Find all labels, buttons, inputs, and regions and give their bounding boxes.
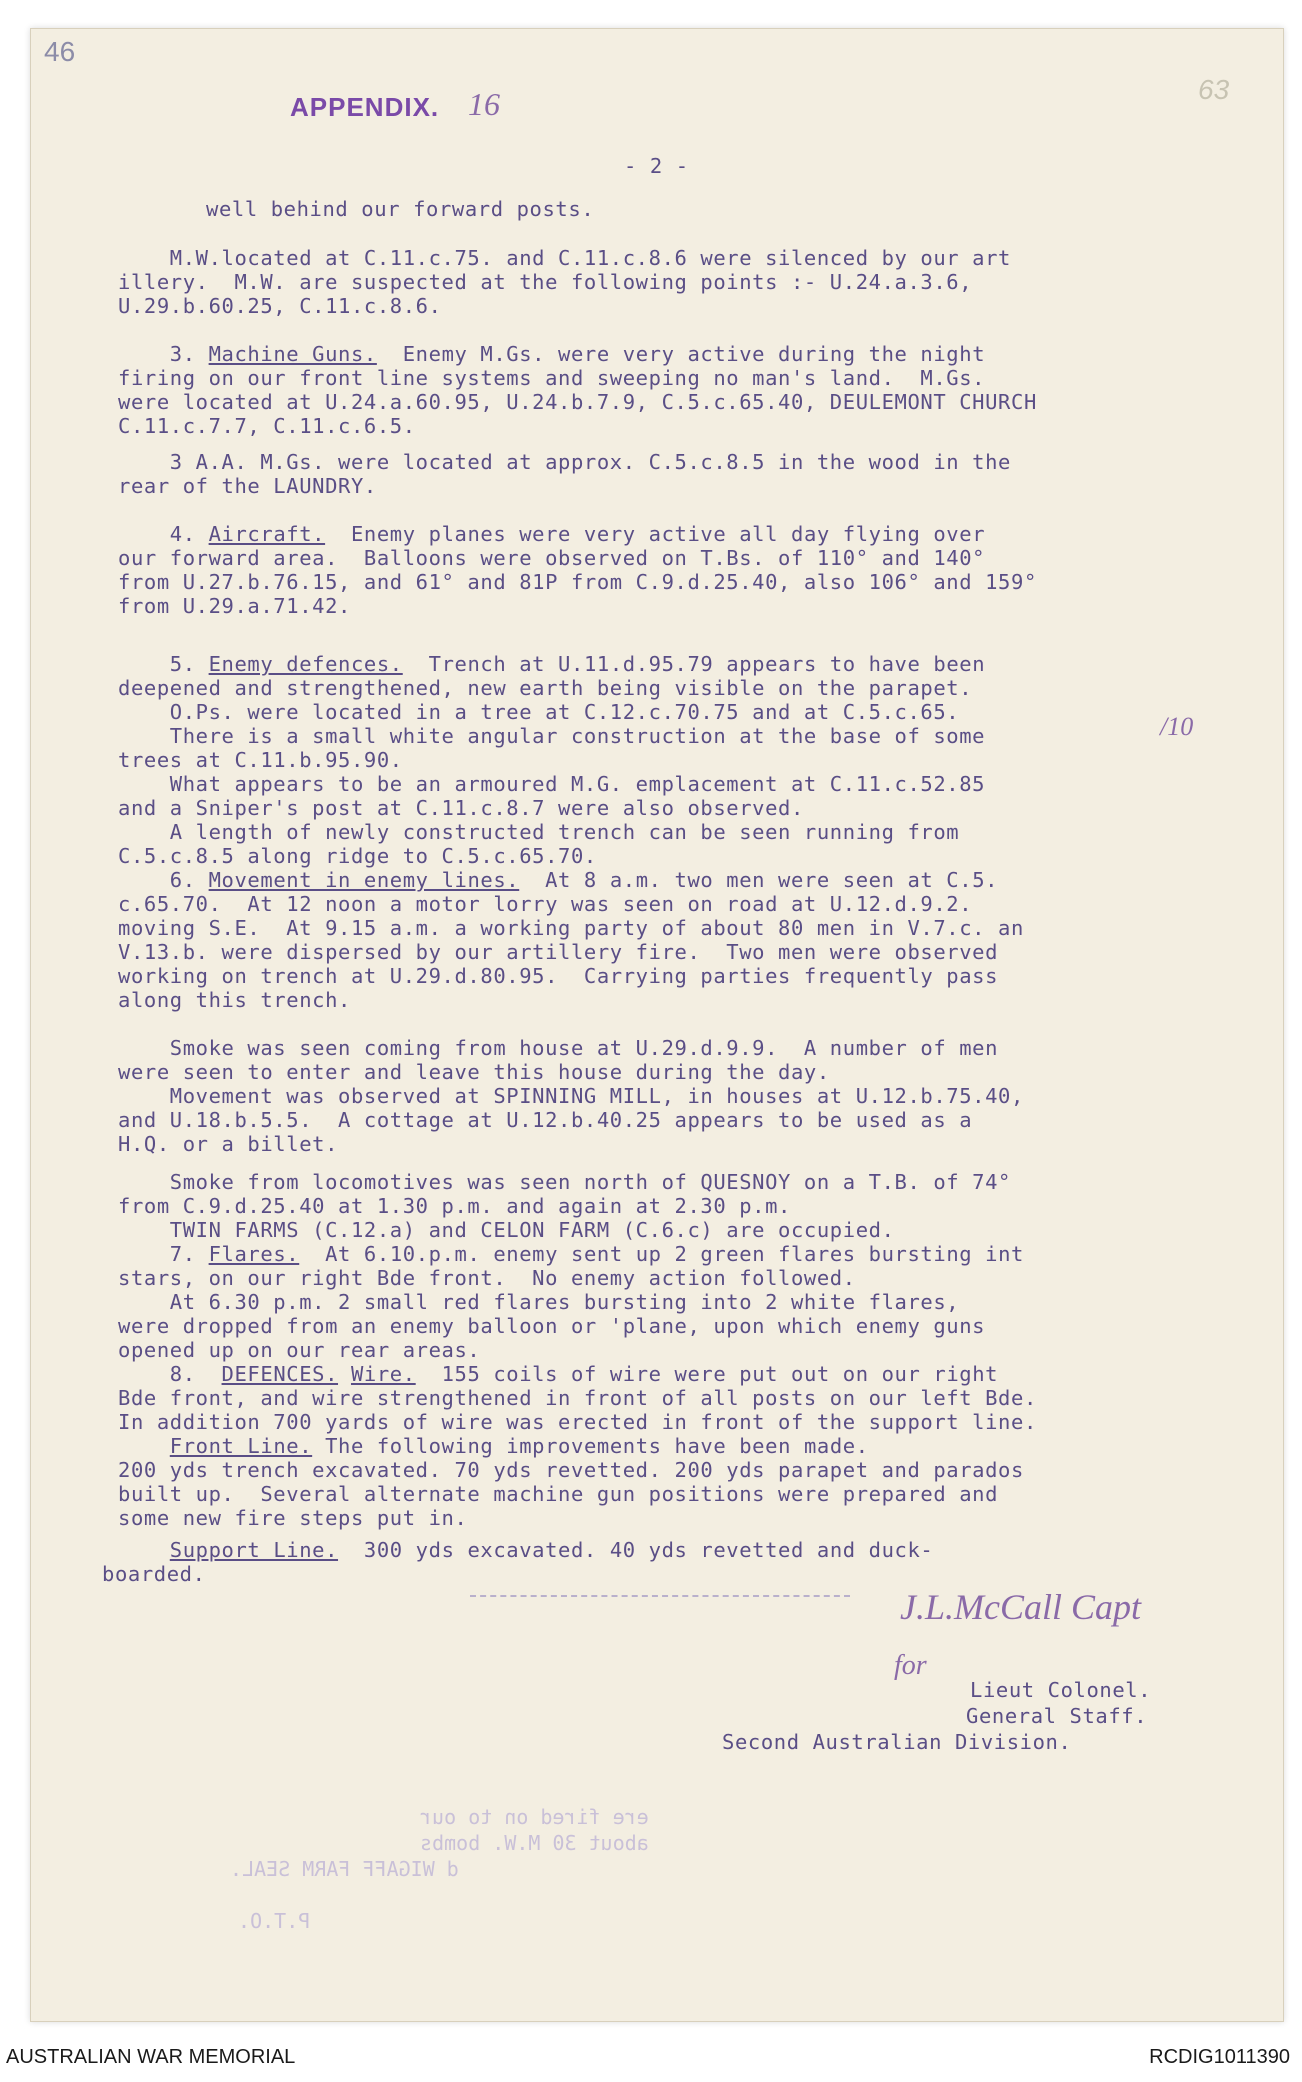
margin-note: /10 — [1160, 712, 1194, 741]
page-number: - 2 - — [624, 154, 689, 178]
bleedthrough-line: about 30 M.W. bombs — [420, 1831, 649, 1855]
signature-initials: for — [894, 1650, 927, 1681]
bleedthrough-line: P.T.O. — [238, 1909, 311, 1933]
typed-line: boarded. — [102, 1562, 206, 1586]
bleedthrough-line: ere fired on to our — [420, 1805, 649, 1829]
typed-line: some new fire steps put in. — [118, 1506, 468, 1530]
typed-line: U.29.b.60.25, C.11.c.8.6. — [118, 294, 442, 318]
typed-line: A length of newly constructed trench can be seen running from — [118, 820, 960, 844]
dashed-divider — [470, 1595, 850, 1597]
typed-line: stars, on our right Bde front. No enemy action followed. — [118, 1266, 856, 1290]
typed-line: 4. Aircraft. Enemy planes were very active all day flying over — [118, 522, 986, 546]
signature-scrawl: J.L.McCall Capt — [900, 1587, 1141, 1627]
typed-line: our forward area. Balloons were observed on T.Bs. of 110° and 140° — [118, 546, 986, 570]
section-heading: Movement in enemy lines. — [208, 868, 520, 892]
bleedthrough-line: d WIGAFF FARM SEAL. — [230, 1857, 459, 1881]
footer-right: RCDIG1011390 — [1149, 2046, 1290, 2068]
typed-line: well behind our forward posts. — [206, 197, 595, 221]
typed-line: 3. Machine Guns. Enemy M.Gs. were very active during the night — [118, 342, 986, 366]
typed-line: were seen to enter and leave this house during the day. — [118, 1060, 830, 1084]
typed-line: from C.9.d.25.40 at 1.30 p.m. and again at 2.30 p.m. — [118, 1194, 791, 1218]
typed-line: 200 yds trench excavated. 70 yds revetted. 200 yds parapet and parados — [118, 1458, 1024, 1482]
signature-rank: Lieut Colonel. — [970, 1678, 1152, 1702]
typed-line: Movement was observed at SPINNING MILL, in houses at U.12.b.75.40, — [118, 1084, 1024, 1108]
typed-line: Front Line. The following improvements have been made. — [169, 1434, 869, 1458]
typed-line: along this trench. — [118, 988, 351, 1012]
typed-line: What appears to be an armoured M.G. emplacement at C.11.c.52.85 — [118, 772, 986, 796]
typed-line: H.Q. or a billet. — [118, 1132, 339, 1156]
appendix-number: 16 — [468, 86, 500, 122]
typed-line: 7. Flares. At 6.10.p.m. enemy sent up 2 green flares bursting int — [118, 1242, 1024, 1266]
typed-line: firing on our front line systems and sweeping no man's land. M.Gs. — [118, 366, 986, 390]
typed-line: C.11.c.7.7, C.11.c.6.5. — [118, 414, 416, 438]
signature-division: Second Australian Division. — [722, 1730, 1072, 1754]
typed-line: working on trench at U.29.d.80.95. Carrying parties frequently pass — [118, 964, 999, 988]
typed-line: rear of the LAUNDRY. — [118, 474, 377, 498]
typed-line: At 6.30 p.m. 2 small red flares bursting into 2 white flares, — [118, 1290, 960, 1314]
section-heading: Front Line. — [169, 1434, 313, 1458]
typed-line: Bde front, and wire strengthened in front of all posts on our left Bde. — [118, 1386, 1037, 1410]
typed-line: 5. Enemy defences. Trench at U.11.d.95.79 appears to have been — [118, 652, 986, 676]
typed-line: There is a small white angular construction at the base of some — [118, 724, 986, 748]
section-heading: Flares. — [208, 1242, 300, 1266]
typed-line: C.5.c.8.5 along ridge to C.5.c.65.70. — [118, 844, 597, 868]
typed-line: 3 A.A. M.Gs. were located at approx. C.5.c.8.5 in the wood in the — [118, 450, 1012, 474]
typed-line: Smoke was seen coming from house at U.29.d.9.9. A number of men — [118, 1036, 999, 1060]
section-heading: Support Line. — [169, 1538, 339, 1562]
typed-line: deepened and strengthened, new earth being visible on the parapet. — [118, 676, 973, 700]
typed-line: V.13.b. were dispersed by our artillery fire. Two men were observed — [118, 940, 999, 964]
typed-line: Smoke from locomotives was seen north of QUESNOY on a T.B. of 74° — [118, 1170, 1012, 1194]
typed-line: TWIN FARMS (C.12.a) and CELON FARM (C.6.c) are occupied. — [118, 1218, 895, 1242]
typed-line: In addition 700 yards of wire was erected in front of the support line. — [118, 1410, 1037, 1434]
typed-line: and a Sniper's post at C.11.c.8.7 were also observed. — [118, 796, 804, 820]
typed-line: 6. Movement in enemy lines. At 8 a.m. two men were seen at C.5. — [118, 868, 999, 892]
appendix-stamp: APPENDIX. — [290, 92, 440, 122]
typed-line: O.Ps. were located in a tree at C.12.c.70.75 and at C.5.c.65. — [118, 700, 960, 724]
folio-number: 46 — [44, 36, 76, 67]
typed-line: from U.29.a.71.42. — [118, 594, 351, 618]
typed-line: built up. Several alternate machine gun positions were prepared and — [118, 1482, 999, 1506]
typed-line: and U.18.b.5.5. A cottage at U.12.b.40.25 appears to be used as a — [118, 1108, 973, 1132]
signature-role: General Staff. — [966, 1704, 1148, 1728]
typed-line: were located at U.24.a.60.95, U.24.b.7.9, C.5.c.65.40, DEULEMONT CHURCH — [118, 390, 1037, 414]
section-heading: Enemy defences. — [208, 652, 403, 676]
typed-line: illery. M.W. are suspected at the following points :- U.24.a.3.6, — [118, 270, 973, 294]
corner-page-number: 63 — [1198, 74, 1230, 105]
section-heading: DEFENCES. — [221, 1362, 339, 1386]
typed-line: trees at C.11.b.95.90. — [118, 748, 403, 772]
footer-left: AUSTRALIAN WAR MEMORIAL — [6, 2046, 296, 2068]
typed-line: opened up on our rear areas. — [118, 1338, 481, 1362]
typed-line: were dropped from an enemy balloon or 'plane, upon which enemy guns — [118, 1314, 986, 1338]
typed-line: from U.27.b.76.15, and 61° and 81P from C.9.d.25.40, also 106° and 159° — [118, 570, 1037, 594]
typed-line: Support Line. 300 yds excavated. 40 yds revetted and duck- — [169, 1538, 934, 1562]
section-heading: Aircraft. — [208, 522, 326, 546]
typed-line: moving S.E. At 9.15 a.m. a working party of about 80 men in V.7.c. an — [118, 916, 1024, 940]
section-heading: Wire. — [350, 1362, 416, 1386]
section-heading: Machine Guns. — [208, 342, 377, 366]
typed-line: M.W.located at C.11.c.75. and C.11.c.8.6 were silenced by our art — [118, 246, 1012, 270]
typed-line: c.65.70. At 12 noon a motor lorry was seen on road at U.12.d.9.2. — [118, 892, 973, 916]
typed-line: 8. DEFENCES. Wire. 155 coils of wire were put out on our right — [118, 1362, 999, 1386]
